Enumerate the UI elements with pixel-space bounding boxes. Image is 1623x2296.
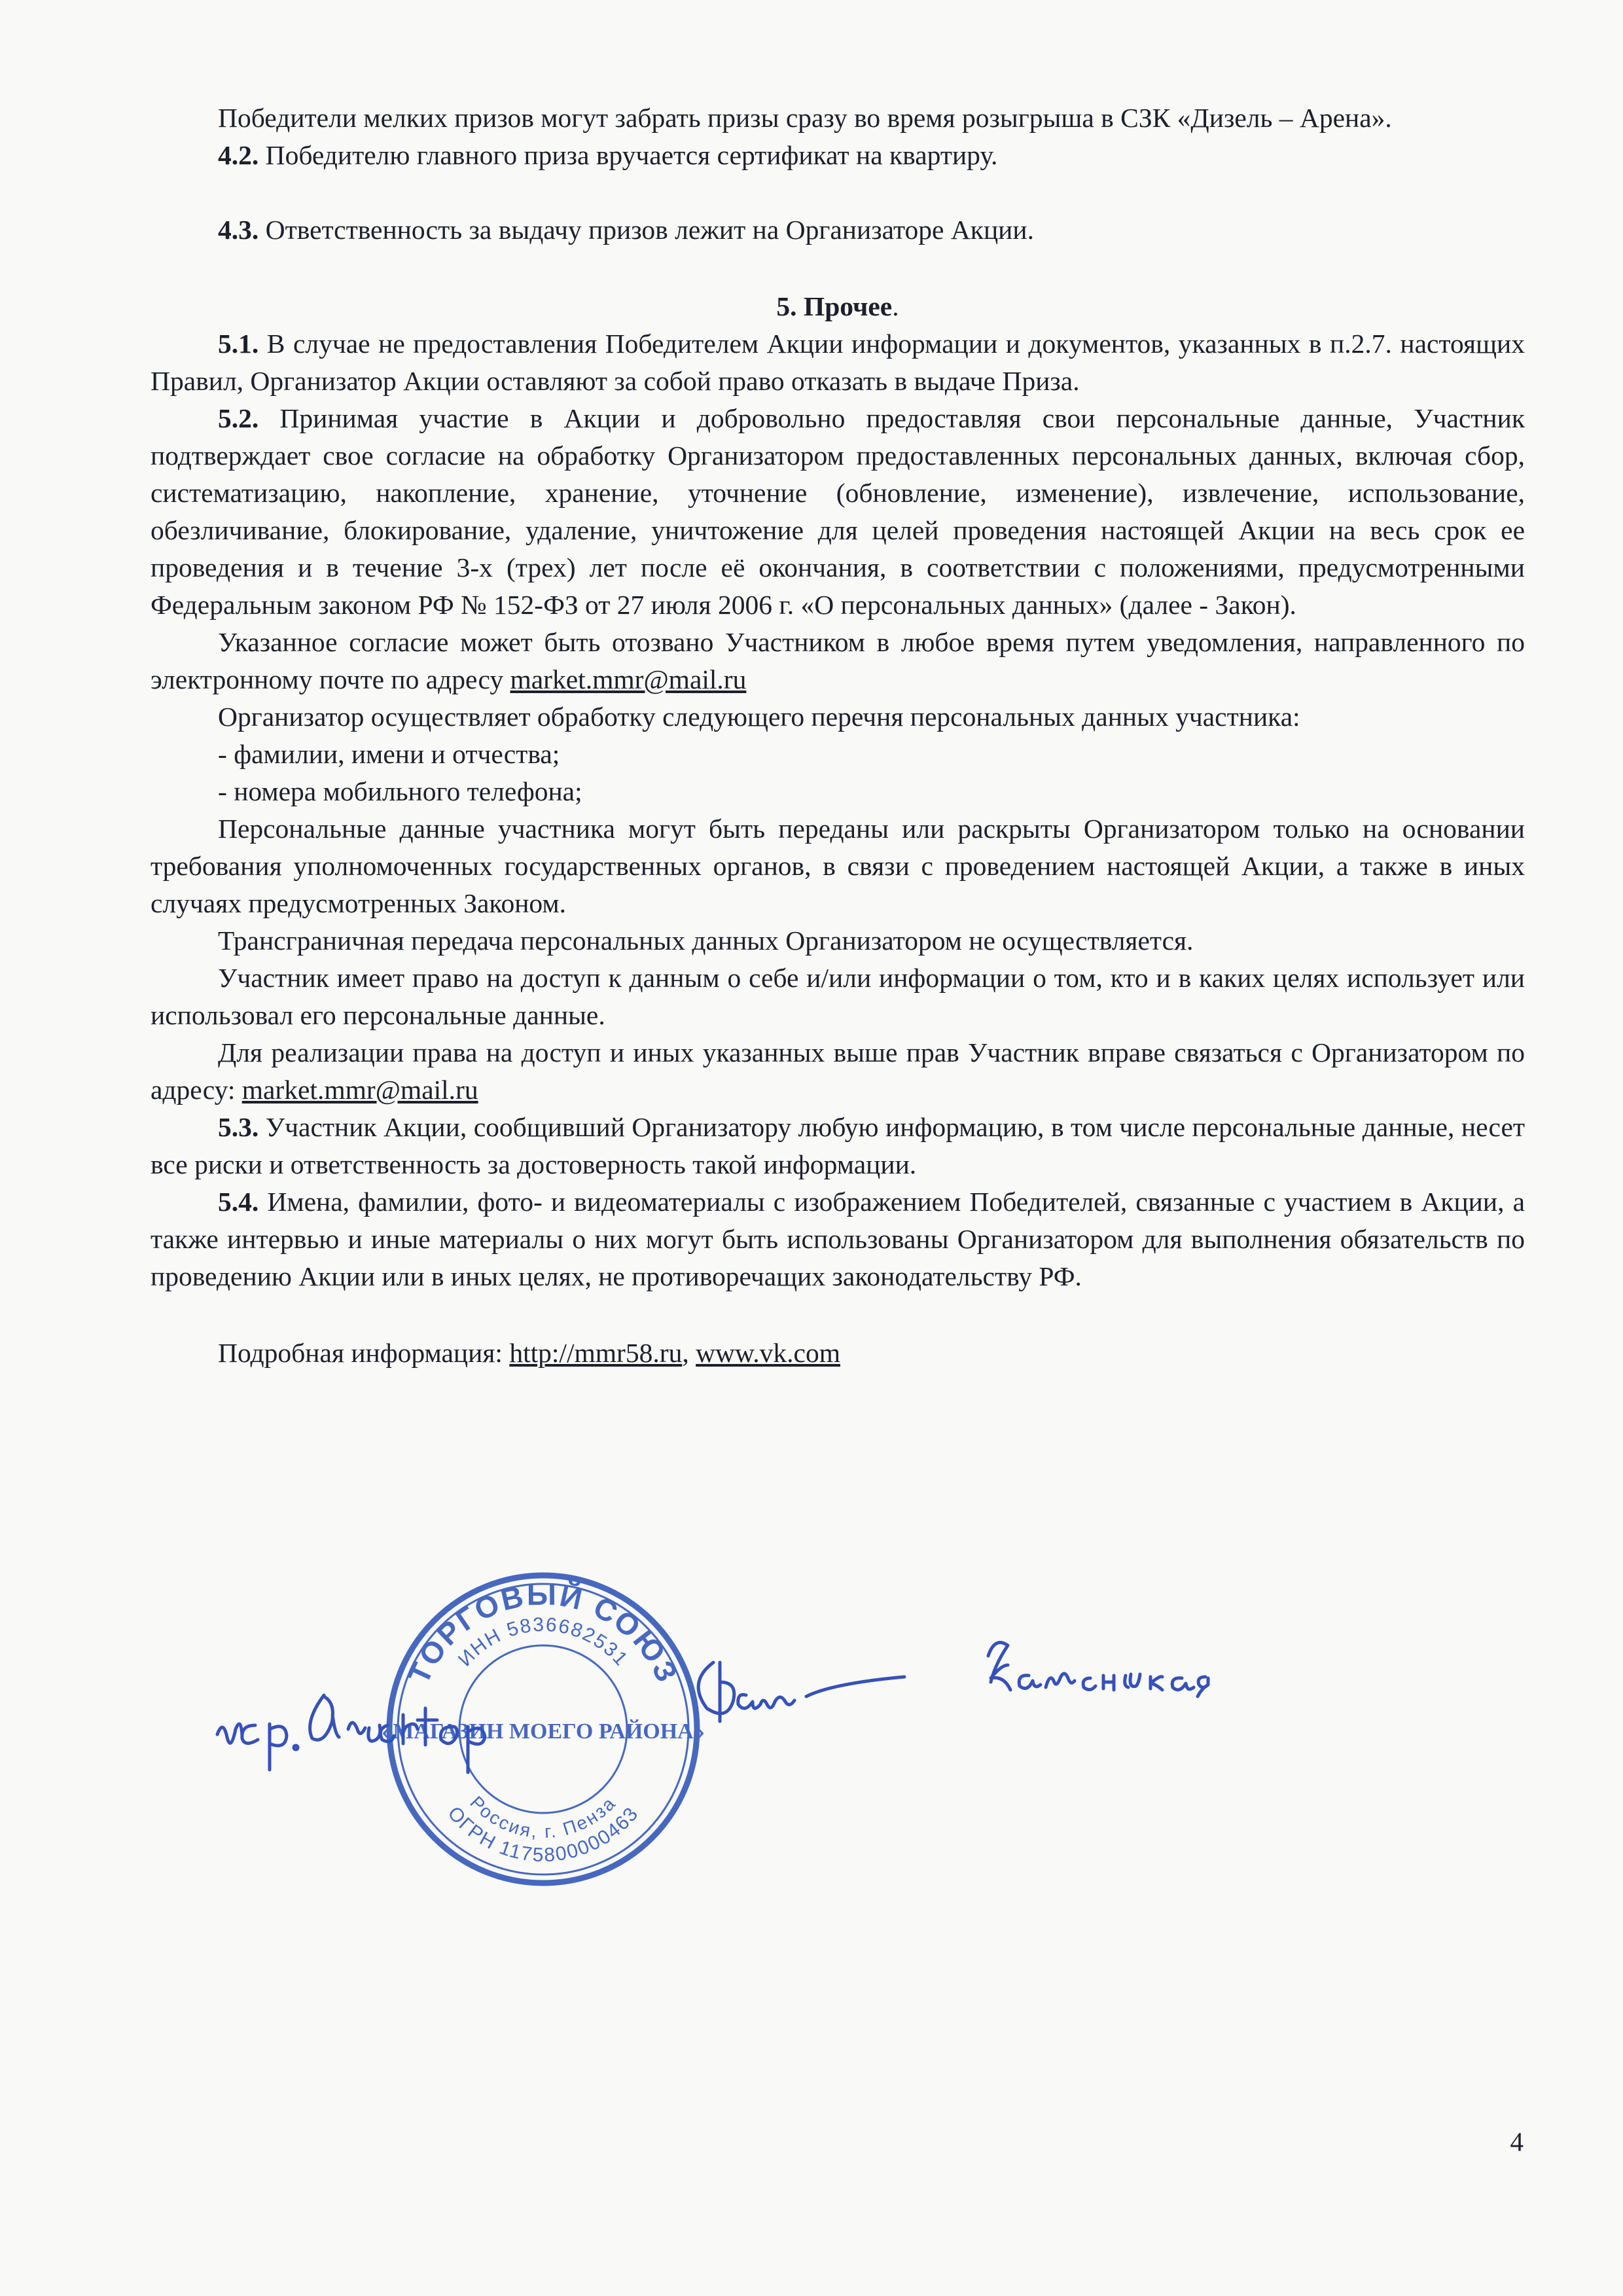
paragraph-5-1: 5.1. В случае не предоставления Победителем Акции информации и документов, указанных в п.2.7. настоящих Правил, Организатор Акции оставляют за собой право отказать в выдаче Приза. <box>151 329 1525 396</box>
paragraph-5-4: 5.4. Имена, фамилии, фото- и видеоматериалы с изображением Победителей, связанные с участием в Акции, а также интервью и иные материалы о них могут быть использованы Организатором для выполнения обязательств по проведению Акции или в иных целях, не противоречащих законодательству РФ. <box>151 1187 1525 1291</box>
stamp-city: Россия, г. Пенза <box>466 1792 620 1842</box>
clause-number: 4.2. <box>218 140 259 170</box>
stamp-top-text: ТОРГОВЫЙ СОЮЗ <box>401 1577 685 1689</box>
paragraph-crossborder: Трансграничная передача персональных данных Организатором не осуществляется. <box>218 925 1194 956</box>
paragraph-small-prizes: Победители мелких призов могут забрать призы сразу во время розыгрыша в СЗК «Дизель – Арена». <box>218 103 1392 133</box>
paragraph-contact: Для реализации права на доступ и иных указанных выше прав Участник вправе связаться с Организатором по адресу: market.mmr@mail.ru <box>151 1037 1525 1105</box>
paragraph-disclosure: Персональные данные участника могут быть переданы или раскрыты Организатором только на основании требования уполномоченных государственных органов, в связи с проведением настоящей Акции, а также в иных случаях предусмотренных Законом. <box>151 814 1525 918</box>
paragraph-access-right: Участник имеет право на доступ к данным о себе и/или информации о том, кто и в каких целях использует или использовал его персональные данные. <box>151 963 1525 1030</box>
organization-stamp <box>373 1558 713 1898</box>
paragraph-5-3: 5.3. Участник Акции, сообщивший Организатору любую информацию, в том числе персональные данные, несет все риски и ответственность за достоверность такой информации. <box>151 1112 1525 1179</box>
paragraph-4-3: 4.3. Ответственность за выдачу призов лежит на Организаторе Акции. <box>218 215 1034 245</box>
clause-number: 5.3. <box>218 1112 259 1142</box>
clause-number: 5.2. <box>218 403 259 433</box>
paragraph-more-info: Подробная информация: http://mmr58.ru, www.vk.com <box>218 1338 840 1368</box>
paragraph-4-2: 4.2. Победителю главного приза вручается сертификат на квартиру. <box>218 140 998 170</box>
document-body <box>151 99 1525 1372</box>
handwritten-name <box>969 1623 1283 1728</box>
list-item: - фамилии, имени и отчества; <box>218 739 560 769</box>
section-title: 5. Прочее. <box>776 291 899 321</box>
clause-number: 5.4. <box>218 1187 259 1217</box>
page-number: 4 <box>1510 2126 1524 2157</box>
signature-block <box>0 1558 1623 1924</box>
list-item: - номера мобильного телефона; <box>218 776 582 806</box>
stamp-center-text: «МАГАЗИН МОЕГО РАЙОНА» <box>382 1719 705 1744</box>
clause-number: 5.1. <box>218 329 259 359</box>
paragraph-data-list-intro: Организатор осуществляет обработку следующего перечня персональных данных участника: <box>218 702 1300 732</box>
paragraph-consent-revoke: Указанное согласие может быть отозвано Участником в любое время путем уведомления, направленного по электронному почте по адресу market.mmr@mail.ru <box>151 627 1525 694</box>
clause-number: 4.3. <box>218 215 259 245</box>
handwritten-signature <box>687 1649 923 1748</box>
email-link[interactable]: market.mmr@mail.ru <box>241 1075 478 1105</box>
email-link[interactable]: market.mmr@mail.ru <box>510 664 747 694</box>
paragraph-5-2: 5.2. Принимая участие в Акции и добровольно предоставляя свои персональные данные, Участник подтверждает свое согласие на обработку Организатором предоставленных персональных данных, включая сбор, систематизацию, накопление, хранение, уточнение (обновление, изменение), извлечение, использование, обезличивание, блокирование, удаление, уничтожение для целей проведения настоящей Акции на весь срок ее проведения и в течение 3-х (трех) лет после её окончания, в соответствии с положениями, предусмотренными Федеральным законом РФ № 152-ФЗ от 27 июля 2006 г. «О персональных данных» (далее - Закон). <box>151 403 1525 620</box>
vk-link[interactable]: www.vk.com <box>696 1338 840 1368</box>
site-link[interactable]: http://mmr58.ru <box>509 1338 683 1368</box>
stamp-inn: ИНН 5836682531 <box>454 1613 633 1671</box>
stamp-ogrn: ОГРН 1175800000463 <box>443 1802 643 1867</box>
